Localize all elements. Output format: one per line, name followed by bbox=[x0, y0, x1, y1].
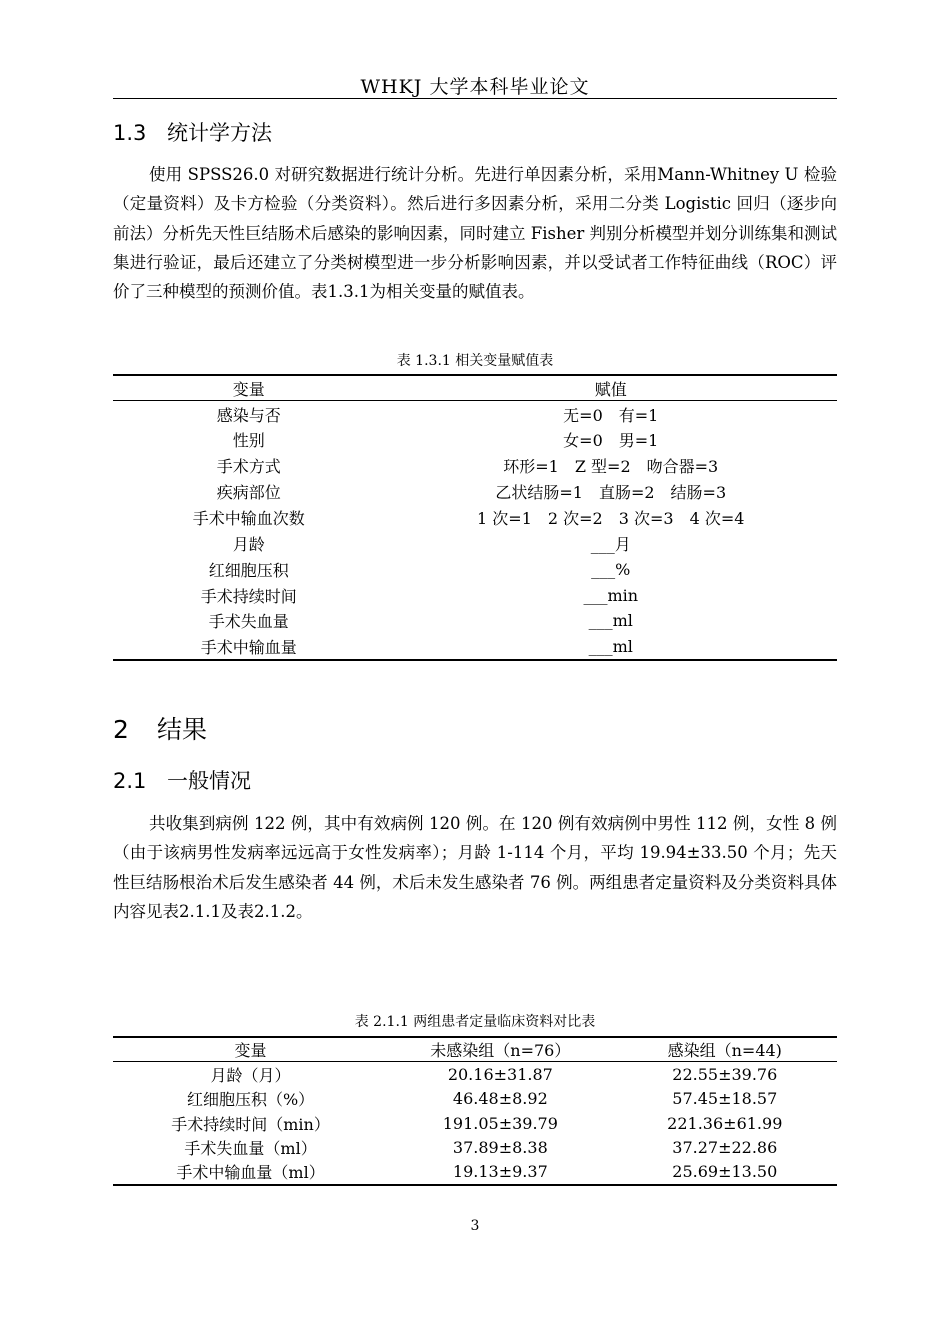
column-header: 变量 bbox=[113, 1037, 388, 1062]
value-cell: 20.16±31.87 bbox=[447, 1064, 553, 1084]
table-2-1-1 bbox=[113, 1036, 837, 1186]
variable-cell: 手术中输血次数 bbox=[192, 508, 305, 528]
value-cell: 37.27±22.86 bbox=[672, 1138, 778, 1158]
table-row bbox=[113, 1062, 837, 1087]
value-cell: 无=0 有=1 bbox=[563, 405, 659, 425]
value-cell: 191.05±39.79 bbox=[442, 1113, 558, 1133]
header-rule bbox=[113, 98, 837, 99]
value-cell: ___ml bbox=[588, 636, 633, 656]
page-number: 3 bbox=[470, 1218, 480, 1234]
table-row bbox=[113, 427, 837, 453]
value-cell: 女=0 男=1 bbox=[563, 431, 659, 451]
section-2-1-title: 一般情况 bbox=[167, 769, 251, 793]
table-row bbox=[113, 504, 837, 530]
table-2-1-1-caption: 表 2.1.1 两组患者定量临床资料对比表 bbox=[354, 1014, 596, 1030]
page-header: WHKJ 大学本科毕业论文 bbox=[360, 76, 590, 98]
value-cell: ___% bbox=[591, 559, 631, 579]
table-row bbox=[113, 634, 837, 660]
value-cell: 19.13±9.37 bbox=[452, 1162, 548, 1182]
section-2-1-paragraph: 共收集到病例 122 例，其中有效病例 120 例。在 120 例有效病例中男性 112 例，女性 8 例（由于该病男性发病率远远高于女性发病率）；月龄 1-114 个月，平均 19.94±33.50 个月；先天性巨结肠根治术后发生感染者 44 例，术后未发生感染者 76 例。两组患者定量资料及分类资料具体内容见表2.1.1及表2.1.2。 bbox=[113, 814, 837, 921]
table-row bbox=[113, 479, 837, 505]
variable-cell: 手术失血量（ml） bbox=[184, 1139, 317, 1159]
variable-cell: 手术中输血量 bbox=[200, 637, 297, 657]
variable-cell: 疾病部位 bbox=[216, 483, 281, 502]
table-row bbox=[113, 1086, 837, 1111]
section-1-3-paragraph: 使用 SPSS26.0 对研究数据进行统计分析。先进行单因素分析，采用Mann-Whitney U 检验（定量资料）及卡方检验（分类资料）。然后进行多因素分析，采用二分类 Logistic 回归（逐步向前法）分析先天性巨结肠术后感染的影响因素，同时建立 Fisher 判别分析模型并划分训练集和测试集进行验证，最后还建立了分类树模型进一步分析影响因素，并以受试者工作特征曲线（ROC）评价了三种模型的预测价值。表1.3.1为相关变量的赋值表。 bbox=[113, 165, 837, 302]
table-header-row bbox=[113, 375, 837, 401]
value-cell: 1 次=1 2 次=2 3 次=3 4 次=4 bbox=[477, 508, 745, 528]
table-header-row bbox=[113, 1037, 837, 1062]
column-header: 未感染组（n=76） bbox=[388, 1037, 612, 1062]
variable-cell: 手术中输血量（ml） bbox=[176, 1163, 325, 1183]
variable-cell: 手术方式 bbox=[216, 457, 281, 477]
section-2-title: 结果 bbox=[157, 715, 208, 744]
variable-cell: 红细胞压积（%） bbox=[186, 1089, 315, 1109]
section-2-1-heading bbox=[113, 765, 251, 795]
variable-cell: 感染与否 bbox=[216, 405, 281, 425]
section-2-1-number: 2.1 bbox=[113, 769, 147, 793]
value-cell: ___ml bbox=[588, 611, 633, 631]
table-row bbox=[113, 401, 837, 427]
variable-cell: 手术失血量 bbox=[208, 612, 289, 632]
column-header: 赋值 bbox=[385, 375, 838, 401]
table-row bbox=[113, 1160, 837, 1185]
section-2-number: 2 bbox=[113, 715, 129, 744]
table-row bbox=[113, 1135, 837, 1160]
table-1-3-1 bbox=[113, 374, 837, 661]
variable-cell: 性别 bbox=[232, 431, 265, 451]
column-header: 变量 bbox=[113, 375, 385, 401]
table-row bbox=[113, 1111, 837, 1136]
variable-cell: 手术持续时间 bbox=[200, 586, 297, 606]
variable-cell: 月龄 bbox=[232, 534, 265, 554]
table-row bbox=[113, 530, 837, 556]
value-cell: 22.55±39.76 bbox=[672, 1064, 778, 1084]
section-1-3-heading bbox=[113, 117, 272, 147]
table-row bbox=[113, 556, 837, 582]
value-cell: 25.69±13.50 bbox=[672, 1162, 778, 1182]
value-cell: 环形=1 Z 型=2 吻合器=3 bbox=[503, 457, 719, 477]
table-1-3-1-caption: 表 1.3.1 相关变量赋值表 bbox=[396, 353, 554, 369]
value-cell: 46.48±8.92 bbox=[452, 1088, 548, 1108]
table-row bbox=[113, 582, 837, 608]
variable-cell: 红细胞压积 bbox=[208, 560, 289, 580]
table-row bbox=[113, 453, 837, 479]
table-row bbox=[113, 608, 837, 634]
value-cell: ___月 bbox=[590, 534, 631, 554]
section-1-3-title: 统计学方法 bbox=[167, 121, 272, 145]
section-1-3-number: 1.3 bbox=[113, 121, 147, 145]
variable-cell: 月龄（月） bbox=[210, 1065, 291, 1085]
value-cell: 乙状结肠=1 直肠=2 结肠=3 bbox=[495, 483, 727, 502]
value-cell: 57.45±18.57 bbox=[672, 1088, 778, 1108]
section-2-heading bbox=[113, 710, 207, 746]
value-cell: 37.89±8.38 bbox=[452, 1138, 548, 1158]
variable-cell: 手术持续时间（min） bbox=[171, 1114, 330, 1134]
value-cell: 221.36±61.99 bbox=[667, 1113, 783, 1133]
value-cell: ___min bbox=[583, 585, 639, 605]
column-header: 感染组（n=44) bbox=[613, 1037, 837, 1062]
